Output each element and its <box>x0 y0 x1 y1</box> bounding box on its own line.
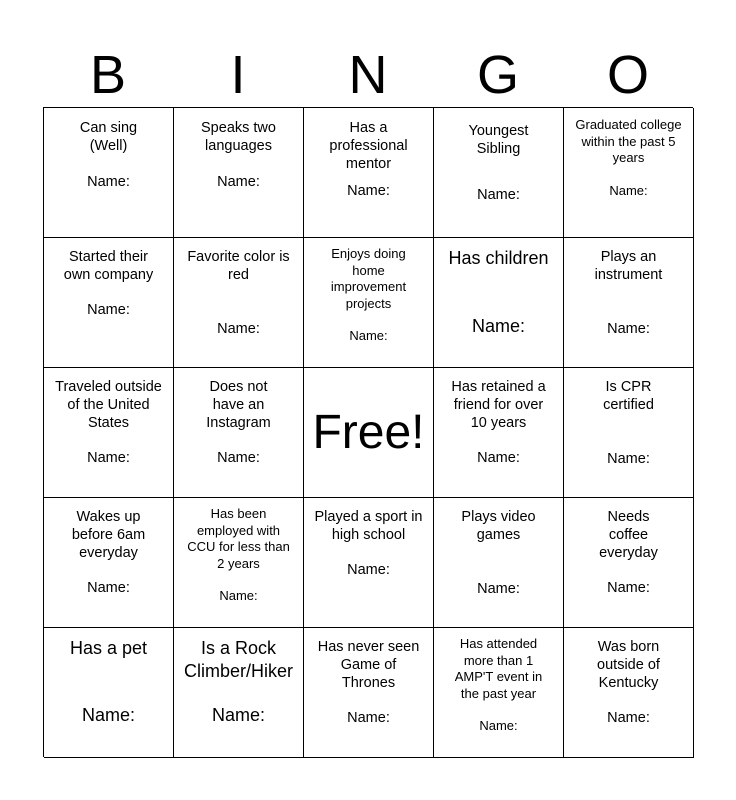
cell-name-label: Name: <box>607 580 650 596</box>
cell-name-label: Name: <box>217 450 260 466</box>
bingo-cell-free[interactable] <box>304 368 434 498</box>
header-letter-o: O <box>606 45 649 105</box>
cell-name-label: Name: <box>607 451 650 467</box>
cell-prompt: Does not have an Instagram <box>206 379 271 431</box>
cell-prompt: Is a Rock Climber/Hiker <box>183 638 293 681</box>
cell-prompt: Needs coffee everyday <box>599 509 658 561</box>
cell-name-label: Name: <box>217 174 260 190</box>
cell-prompt: Speaks two languages <box>201 120 276 154</box>
cell-name-label: Name: <box>87 302 130 318</box>
bingo-cell-r4c2[interactable] <box>174 498 304 628</box>
cell-name-label: Name: <box>211 705 265 725</box>
bingo-cell-r1c4[interactable] <box>434 108 564 238</box>
bingo-cell-r3c1[interactable] <box>44 368 174 498</box>
bingo-cell-r5c3[interactable] <box>304 628 434 758</box>
cell-prompt: Is CPR certified <box>603 379 654 413</box>
cell-prompt: Has attended more than 1 AMP'T event in the past year <box>454 636 543 701</box>
bingo-cell-r5c4[interactable] <box>434 628 564 758</box>
cell-prompt: Youngest Sibling <box>468 123 529 157</box>
bingo-cell-r2c3[interactable] <box>304 238 434 368</box>
cell-name-label: Name: <box>347 710 390 726</box>
cell-prompt: Graduated college within the past 5 years <box>575 117 682 165</box>
cell-name-label: Name: <box>87 450 130 466</box>
cell-prompt: Has a professional mentor <box>329 120 408 172</box>
cell-name-label: Name: <box>347 183 390 199</box>
cell-name-label: Name: <box>81 705 135 725</box>
bingo-cell-r5c5[interactable] <box>564 628 694 758</box>
bingo-cell-r5c1[interactable] <box>44 628 174 758</box>
cell-prompt: Played a sport in high school <box>314 509 423 543</box>
cell-name-label: Name: <box>87 580 130 596</box>
cell-name-label: Name: <box>609 182 648 198</box>
bingo-cell-r4c5[interactable] <box>564 498 694 628</box>
header-letter-b: B <box>89 45 127 105</box>
cell-prompt: Enjoys doing home improvement projects <box>330 246 407 311</box>
bingo-cell-r2c4[interactable] <box>434 238 564 368</box>
cell-name-label: Name: <box>477 581 520 597</box>
cell-prompt: Was born outside of Kentucky <box>597 639 660 691</box>
bingo-cell-r2c5[interactable] <box>564 238 694 368</box>
cell-name-label: Name: <box>347 562 390 578</box>
bingo-cell-r4c1[interactable] <box>44 498 174 628</box>
cell-name-label: Name: <box>477 187 520 203</box>
cell-prompt: Can sing (Well) <box>79 120 138 154</box>
cell-name-label: Name: <box>477 450 520 466</box>
cell-name-label: Name: <box>479 718 518 733</box>
cell-prompt: Wakes up before 6am everyday <box>71 509 146 561</box>
cell-prompt: Has never seen Game of Thrones <box>317 639 420 691</box>
cell-name-label: Name: <box>87 174 130 190</box>
cell-prompt: Has children <box>448 248 549 268</box>
bingo-cell-r3c5[interactable] <box>564 368 694 498</box>
bingo-header <box>43 42 693 108</box>
bingo-cell-r2c2[interactable] <box>174 238 304 368</box>
bingo-board <box>43 107 693 757</box>
bingo-cell-r1c1[interactable] <box>44 108 174 238</box>
cell-prompt: Has a pet <box>69 638 148 658</box>
cell-name-label: Name: <box>217 321 260 337</box>
cell-name-label: Name: <box>219 588 258 603</box>
bingo-cell-r1c3[interactable] <box>304 108 434 238</box>
bingo-cell-r4c3[interactable] <box>304 498 434 628</box>
bingo-cell-r3c2[interactable] <box>174 368 304 498</box>
cell-prompt: Favorite color is red <box>187 249 290 283</box>
header-letter-n: N <box>348 45 388 105</box>
cell-name-label: Name: <box>607 710 650 726</box>
cell-name-label: Name: <box>349 328 388 343</box>
header-letter-i: I <box>230 45 246 105</box>
cell-prompt: Started their own company <box>63 249 154 283</box>
cell-prompt: Has retained a friend for over 10 years <box>451 379 546 431</box>
cell-name-label: Name: <box>607 321 650 337</box>
cell-prompt: Plays video games <box>461 509 536 543</box>
bingo-cell-r4c4[interactable] <box>434 498 564 628</box>
bingo-cell-r2c1[interactable] <box>44 238 174 368</box>
bingo-cell-r5c2[interactable] <box>174 628 304 758</box>
bingo-cell-r1c5[interactable] <box>564 108 694 238</box>
cell-prompt: Plays an instrument <box>594 249 663 283</box>
bingo-cell-r3c4[interactable] <box>434 368 564 498</box>
bingo-cell-r1c2[interactable] <box>174 108 304 238</box>
cell-prompt: Traveled outside of the United States <box>55 379 162 431</box>
cell-name-label: Name: <box>471 316 525 336</box>
free-space-label: Free! <box>312 405 425 459</box>
cell-prompt: Has been employed with CCU for less than 2 years <box>187 506 290 571</box>
header-letter-g: G <box>476 45 519 105</box>
